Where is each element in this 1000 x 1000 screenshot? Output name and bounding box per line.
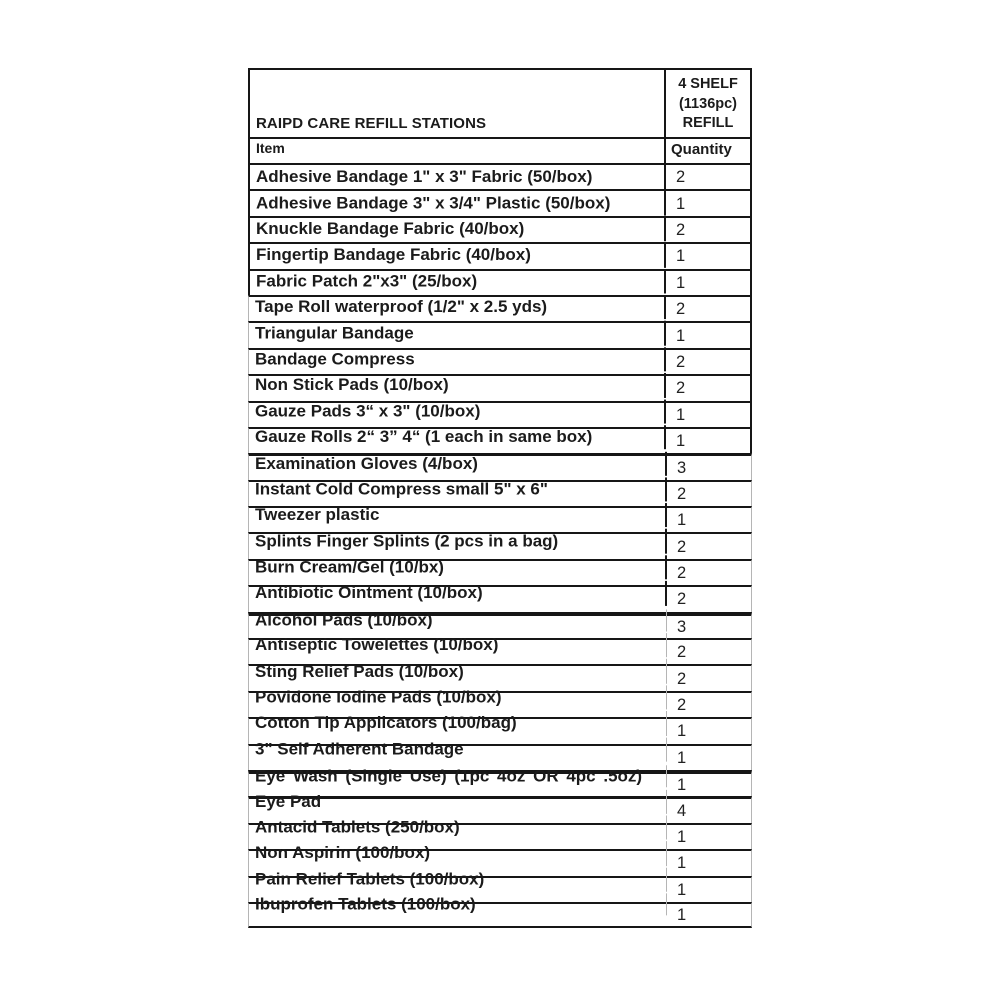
quantity-column-header: Quantity <box>671 141 732 158</box>
table-header-row <box>248 137 752 163</box>
quantity-cell: 2 <box>677 669 687 688</box>
item-cell: Instant Cold Compress small 5" x 6" <box>249 477 667 501</box>
table-row <box>248 374 752 400</box>
quantity-cell: 1 <box>677 511 687 530</box>
item-cell: Alcohol Pads (10/box) <box>249 609 667 631</box>
item-cell: Knuckle Bandage Fabric (40/box) <box>250 217 666 241</box>
table-row <box>248 242 752 268</box>
item-cell: Non Stick Pads (10/box) <box>249 373 666 397</box>
quantity-cell: 1 <box>677 827 687 846</box>
quantity-cell: 2 <box>677 590 687 609</box>
item-cell: Antibiotic Ointment (10/box) <box>249 581 667 605</box>
item-cell: Adhesive Bandage 1" x 3" Fabric (50/box) <box>250 165 666 189</box>
item-cell: Splints Finger Splints (2 pcs in a bag) <box>249 529 667 553</box>
quantity-cell: 1 <box>677 776 687 795</box>
item-cell: Examination Gloves (4/box) <box>249 452 667 475</box>
quantity-cell: 1 <box>676 273 686 292</box>
quantity-cell: 1 <box>676 405 686 424</box>
item-cell: Ibuprofen Tablets (100/box) <box>249 893 667 915</box>
item-cell: Adhesive Bandage 3" x 3/4" Plastic (50/box) <box>250 191 666 215</box>
table-row <box>248 269 752 295</box>
item-cell: Gauze Pads 3“ x 3" (10/box) <box>249 399 666 423</box>
item-cell: Tweezer plastic <box>249 503 667 527</box>
table-rows <box>248 163 752 928</box>
item-cell: Bandage Compress <box>249 347 666 371</box>
item-cell: Gauze Rolls 2“ 3” 4“ (1 each in same box) <box>249 425 666 449</box>
item-cell: Triangular Bandage <box>249 321 666 345</box>
quantity-cell: 2 <box>676 352 686 371</box>
table-row <box>248 480 752 506</box>
quantity-cell: 1 <box>677 880 687 899</box>
item-cell: Burn Cream/Gel (10/bx) <box>249 555 667 579</box>
item-cell: Pain Relief Tablets (100/box) <box>249 867 667 891</box>
item-cell: Sting Relief Pads (10/box) <box>249 659 667 683</box>
table-row <box>248 216 752 242</box>
quantity-cell: 3 <box>677 458 687 477</box>
quantity-cell: 2 <box>676 220 686 239</box>
quantity-cell: 2 <box>676 379 686 398</box>
quantity-cell: 2 <box>676 168 686 187</box>
quantity-cell: 2 <box>677 643 687 662</box>
table-row <box>248 453 752 479</box>
table-row <box>248 295 752 321</box>
refill-header-line-3: REFILL <box>682 115 734 132</box>
quantity-cell: 1 <box>676 194 686 213</box>
quantity-cell: 2 <box>677 484 687 503</box>
item-column-header: Item <box>250 139 666 163</box>
item-cell: Fingertip Bandage Fabric (40/box) <box>250 243 666 267</box>
quantity-cell: 1 <box>676 326 686 345</box>
table-row <box>248 894 752 928</box>
table-row <box>248 189 752 215</box>
quantity-cell: 2 <box>677 537 687 556</box>
quantity-cell: 2 <box>677 564 687 583</box>
item-cell: Tape Roll waterproof (1/2" x 2.5 yds) <box>249 295 666 319</box>
quantity-cell: 1 <box>677 722 687 741</box>
item-cell: Antacid Tablets (250/box) <box>249 815 667 839</box>
quantity-cell: 1 <box>676 247 686 266</box>
table-title: RAIPD CARE REFILL STATIONS <box>250 70 666 137</box>
quantity-cell: 1 <box>676 432 686 451</box>
quantity-cell: 2 <box>676 300 686 319</box>
item-cell: Eye Wash (Single Use) (1pc 4oz OR 4pc .5oz) <box>249 765 667 787</box>
item-cell: Eye Pad <box>249 790 667 813</box>
quantity-cell: 1 <box>677 748 687 767</box>
quantity-cell: 4 <box>677 802 687 821</box>
table-title-row <box>248 68 752 137</box>
item-cell: Non Aspirin (100/box) <box>249 841 667 865</box>
quantity-cell: 1 <box>677 854 687 873</box>
refill-stations-table <box>248 68 752 928</box>
quantity-cell: 1 <box>677 906 687 925</box>
item-cell: Cotton Tip Applicators (100/bag) <box>249 711 667 735</box>
refill-column-header <box>666 70 750 137</box>
item-cell: 3" Self Adherent Bandage <box>249 737 667 761</box>
quantity-cell: 2 <box>677 696 687 714</box>
table-row <box>248 348 752 374</box>
item-cell: Antiseptic Towelettes (10/box) <box>249 633 667 657</box>
table-row <box>248 427 752 453</box>
table-row <box>248 585 752 611</box>
refill-header-line-2: (1136pc) <box>678 95 738 112</box>
refill-header-line-1: 4 SHELF <box>678 76 738 93</box>
item-cell: Fabric Patch 2"x3" (25/box) <box>250 269 666 293</box>
quantity-cell: 3 <box>677 617 687 636</box>
table-row <box>248 163 752 189</box>
item-cell: Povidone Iodine Pads (10/box) <box>249 685 667 709</box>
table-row <box>248 401 752 427</box>
table-row <box>248 321 752 347</box>
